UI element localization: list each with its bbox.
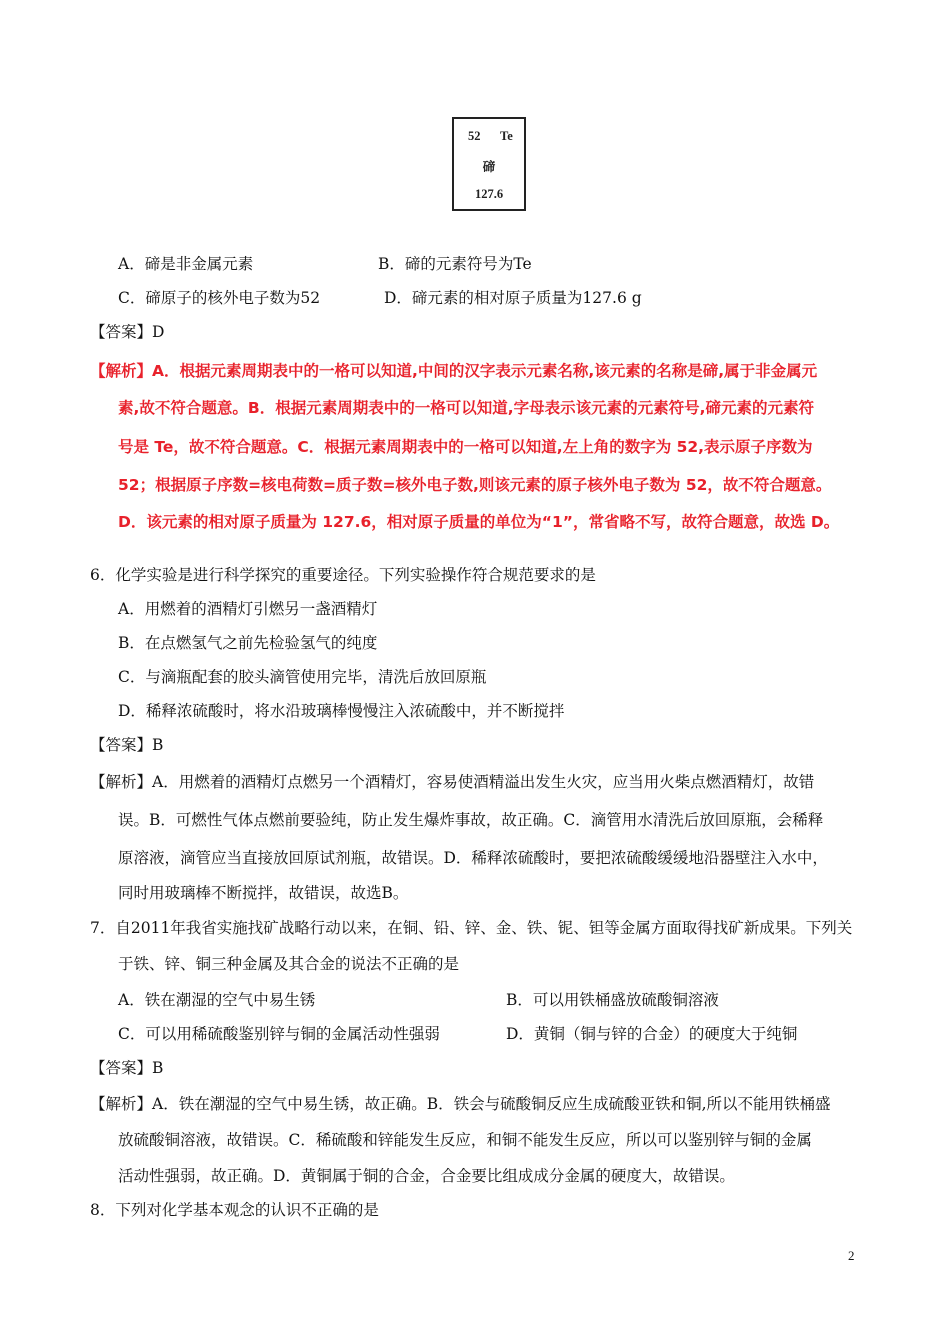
q6-analysis-line: 误。B．可燃性气体点燃前要验纯，防止发生爆炸事故，故正确。C．滴管用水清洗后放回原瓶，会稀释	[118, 811, 824, 829]
q6-option-b: B．在点燃氢气之前先检验氢气的纯度	[118, 634, 378, 652]
q7-answer: 【答案】B	[90, 1059, 164, 1077]
page-number: 2	[848, 1248, 855, 1263]
q5-option-d: D．碲元素的相对原子质量为127.6 g	[384, 289, 642, 307]
q6-answer: 【答案】B	[90, 736, 164, 754]
q8-stem: 8．下列对化学基本观念的认识不正确的是	[90, 1201, 379, 1219]
q7-stem-line: 于铁、锌、铜三种金属及其合金的说法不正确的是	[118, 955, 460, 973]
q5-analysis-line: 素,故不符合题意。B．根据元素周期表中的一格可以知道,字母表示该元素的元素符号,碲元素的元素符	[118, 399, 814, 417]
q5-analysis-line: 号是 Te，故不符合题意。C．根据元素周期表中的一格可以知道,左上角的数字为 52,表示原子序数为	[118, 438, 813, 456]
q5-option-a: A．碲是非金属元素	[118, 255, 254, 273]
q6-option-a: A．用燃着的酒精灯引燃另一盏酒精灯	[118, 600, 378, 618]
element-symbol: Te	[500, 129, 513, 143]
element-name: 碲	[482, 160, 496, 174]
q6-analysis-line: 原溶液，滴管应当直接放回原试剂瓶，故错误。D．稀释浓硫酸时，要把浓硫酸缓缓地沿器壁注入水中，	[118, 849, 828, 867]
q7-analysis-line: 【解析】A．铁在潮湿的空气中易生锈，故正确。B．铁会与硫酸铜反应生成硫酸亚铁和铜,所以不能用铁桶盛	[90, 1095, 831, 1113]
q5-analysis-line: 【解析】A．根据元素周期表中的一格可以知道,中间的汉字表示元素名称,该元素的名称是碲,属于非金属元	[90, 362, 818, 380]
q7-option-d: D．黄铜（铜与锌的合金）的硬度大于纯铜	[506, 1025, 798, 1043]
element-card-tellurium	[452, 117, 526, 211]
q7-analysis-line: 活动性强弱，故正确。D．黄铜属于铜的合金，合金要比组成成分金属的硬度大，故错误。	[118, 1167, 735, 1185]
q7-analysis-line: 放硫酸铜溶液，故错误。C．稀硫酸和锌能发生反应，和铜不能发生反应，所以可以鉴别锌与铜的金属	[118, 1131, 812, 1149]
q5-analysis-line: D．该元素的相对原子质量为 127.6，相对原子质量的单位为“1”，常省略不写，故符合题意，故选 D。	[118, 513, 840, 531]
q7-option-b: B．可以用铁桶盛放硫酸铜溶液	[506, 991, 719, 1009]
q6-option-c: C．与滴瓶配套的胶头滴管使用完毕，清洗后放回原瓶	[118, 668, 487, 686]
q5-analysis-line: 52；根据原子序数=核电荷数=质子数=核外电子数,则该元素的原子核外电子数为 52，故不符合题意。	[118, 476, 832, 494]
atomic-mass: 127.6	[474, 187, 504, 201]
q7-option-a: A．铁在潮湿的空气中易生锈	[118, 991, 316, 1009]
q6-option-d: D．稀释浓硫酸时，将水沿玻璃棒慢慢注入浓硫酸中，并不断搅拌	[118, 702, 565, 720]
q7-stem-line: 7．自2011年我省实施找矿战略行动以来，在铜、铅、锌、金、铁、铌、钽等金属方面取得找矿新成果。下列关	[90, 919, 853, 937]
q5-answer: 【答案】D	[90, 323, 165, 341]
q5-option-b: B．碲的元素符号为Te	[378, 255, 532, 273]
q7-option-c: C．可以用稀硫酸鉴别锌与铜的金属活动性强弱	[118, 1025, 440, 1043]
q6-analysis-line: 同时用玻璃棒不断搅拌，故错误，故选B。	[118, 884, 409, 902]
q5-option-c: C．碲原子的核外电子数为52	[118, 289, 321, 307]
atomic-number: 52	[468, 129, 481, 143]
q6-analysis-line: 【解析】A．用燃着的酒精灯点燃另一个酒精灯，容易使酒精溢出发生火灾，应当用火柴点燃酒精灯，故错	[90, 773, 815, 791]
q6-stem: 6．化学实验是进行科学探究的重要途径。下列实验操作符合规范要求的是	[90, 566, 596, 584]
